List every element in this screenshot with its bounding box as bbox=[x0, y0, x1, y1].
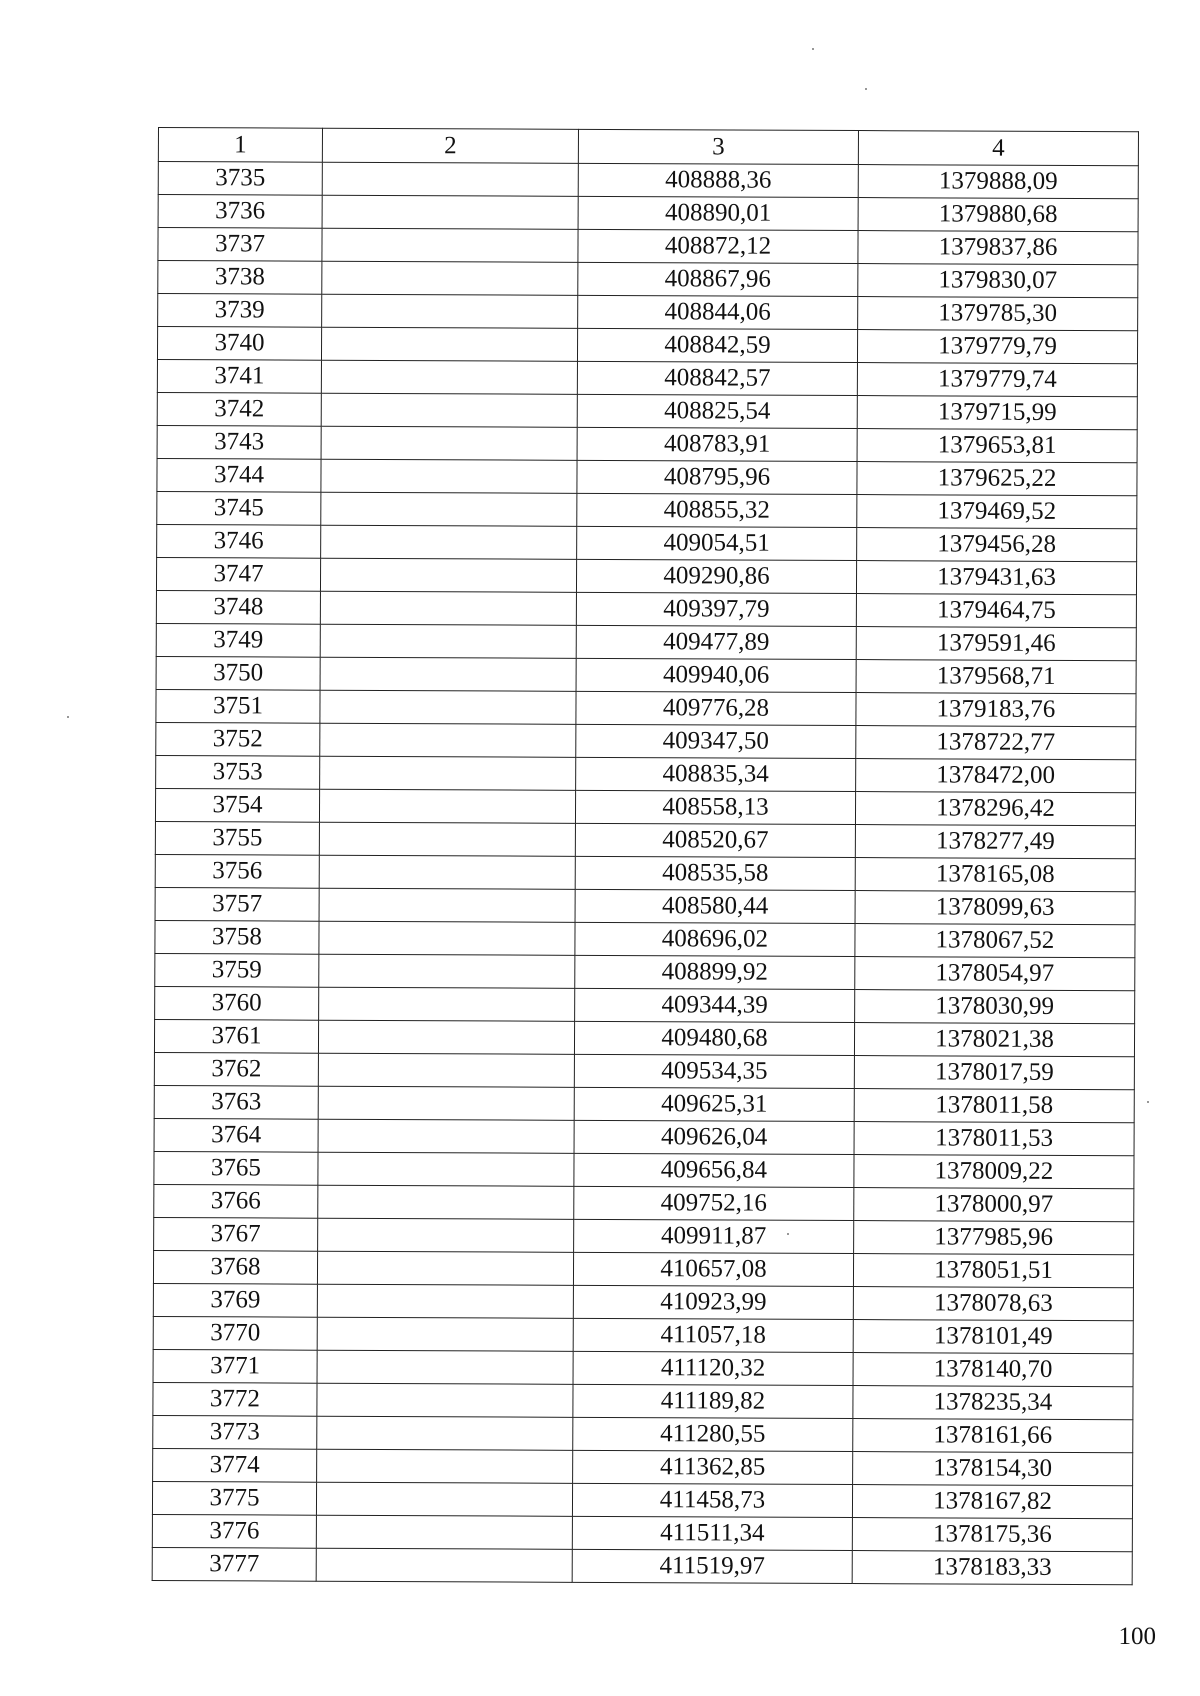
table-row bbox=[153, 1382, 1133, 1419]
table-row bbox=[155, 920, 1135, 957]
point-number-cell: 3774 bbox=[153, 1448, 317, 1482]
point-number-cell: 3766 bbox=[154, 1184, 318, 1218]
x-coordinate-cell: 411362,85 bbox=[573, 1450, 853, 1484]
y-coordinate-cell: 1379431,63 bbox=[856, 561, 1136, 595]
x-coordinate-cell: 409625,31 bbox=[574, 1087, 854, 1121]
column-header-4: 4 bbox=[858, 131, 1138, 166]
y-coordinate-cell: 1378175,36 bbox=[852, 1518, 1132, 1552]
y-coordinate-cell: 1377985,96 bbox=[854, 1221, 1134, 1255]
x-coordinate-cell: 409940,06 bbox=[576, 658, 856, 692]
x-coordinate-cell: 411511,34 bbox=[572, 1516, 852, 1550]
point-number-cell: 3739 bbox=[158, 294, 322, 328]
table-row bbox=[157, 425, 1137, 462]
table-row bbox=[158, 195, 1138, 232]
x-coordinate-cell: 408520,67 bbox=[575, 823, 855, 857]
table-row bbox=[158, 261, 1138, 298]
description-cell bbox=[319, 987, 575, 1021]
table-row bbox=[157, 458, 1137, 495]
description-cell bbox=[318, 1119, 574, 1153]
x-coordinate-cell: 409911,87 bbox=[574, 1219, 854, 1253]
table-row bbox=[153, 1448, 1133, 1485]
table-row bbox=[154, 1184, 1134, 1221]
table-row bbox=[157, 327, 1137, 364]
description-cell bbox=[317, 1449, 573, 1483]
table-row bbox=[157, 359, 1137, 396]
y-coordinate-cell: 1378183,33 bbox=[852, 1551, 1132, 1585]
table-row bbox=[152, 1514, 1132, 1551]
point-number-cell: 3758 bbox=[155, 920, 319, 954]
point-number-cell: 3748 bbox=[156, 590, 320, 624]
x-coordinate-cell: 409626,04 bbox=[574, 1120, 854, 1154]
x-coordinate-cell: 410657,08 bbox=[573, 1252, 853, 1286]
scan-speck bbox=[865, 88, 867, 90]
y-coordinate-cell: 1378277,49 bbox=[855, 825, 1135, 859]
x-coordinate-cell: 408580,44 bbox=[575, 889, 855, 923]
table-body bbox=[152, 162, 1138, 1585]
column-header-1: 1 bbox=[158, 128, 322, 163]
x-coordinate-cell: 408855,32 bbox=[577, 493, 857, 527]
y-coordinate-cell: 1379464,75 bbox=[856, 594, 1136, 628]
table-row bbox=[156, 656, 1136, 693]
point-number-cell: 3759 bbox=[155, 953, 319, 987]
x-coordinate-cell: 408899,92 bbox=[575, 955, 855, 989]
point-number-cell: 3753 bbox=[156, 755, 320, 789]
table-row bbox=[154, 1217, 1134, 1254]
y-coordinate-cell: 1378011,58 bbox=[854, 1089, 1134, 1123]
x-coordinate-cell: 409054,51 bbox=[577, 526, 857, 560]
point-number-cell: 3765 bbox=[154, 1151, 318, 1185]
description-cell bbox=[321, 525, 577, 559]
table-header-row bbox=[158, 128, 1138, 166]
table-row bbox=[156, 722, 1136, 759]
y-coordinate-cell: 1379888,09 bbox=[858, 165, 1138, 199]
x-coordinate-cell: 408872,12 bbox=[578, 229, 858, 263]
column-header-3: 3 bbox=[578, 129, 858, 164]
point-number-cell: 3775 bbox=[152, 1481, 316, 1515]
point-number-cell: 3751 bbox=[156, 689, 320, 723]
description-cell bbox=[319, 888, 575, 922]
description-cell bbox=[317, 1251, 573, 1285]
description-cell bbox=[316, 1515, 572, 1549]
description-cell bbox=[318, 1086, 574, 1120]
y-coordinate-cell: 1379779,79 bbox=[857, 330, 1137, 364]
table-row bbox=[152, 1547, 1132, 1584]
description-cell bbox=[318, 1218, 574, 1252]
scan-speck bbox=[67, 716, 69, 718]
description-cell bbox=[322, 294, 578, 328]
y-coordinate-cell: 1379785,30 bbox=[858, 297, 1138, 331]
point-number-cell: 3770 bbox=[153, 1316, 317, 1350]
point-number-cell: 3776 bbox=[152, 1514, 316, 1548]
point-number-cell: 3755 bbox=[155, 821, 319, 855]
point-number-cell: 3773 bbox=[153, 1415, 317, 1449]
table-row bbox=[155, 986, 1135, 1023]
table-row bbox=[156, 557, 1136, 594]
point-number-cell: 3777 bbox=[152, 1547, 316, 1581]
description-cell bbox=[319, 789, 575, 823]
point-number-cell: 3735 bbox=[158, 162, 322, 196]
x-coordinate-cell: 409752,16 bbox=[574, 1186, 854, 1220]
x-coordinate-cell: 409290,86 bbox=[576, 559, 856, 593]
x-coordinate-cell: 408558,13 bbox=[575, 790, 855, 824]
table-row bbox=[153, 1415, 1133, 1452]
table-row bbox=[158, 228, 1138, 265]
description-cell bbox=[317, 1317, 573, 1351]
y-coordinate-cell: 1379591,46 bbox=[856, 627, 1136, 661]
point-number-cell: 3746 bbox=[157, 524, 321, 558]
description-cell bbox=[319, 822, 575, 856]
table-row bbox=[153, 1250, 1133, 1287]
x-coordinate-cell: 411458,73 bbox=[572, 1483, 852, 1517]
y-coordinate-cell: 1378009,22 bbox=[854, 1155, 1134, 1189]
y-coordinate-cell: 1378000,97 bbox=[854, 1188, 1134, 1222]
point-number-cell: 3760 bbox=[155, 986, 319, 1020]
y-coordinate-cell: 1379880,68 bbox=[858, 198, 1138, 232]
y-coordinate-cell: 1379837,86 bbox=[858, 231, 1138, 265]
description-cell bbox=[318, 1185, 574, 1219]
scan-speck bbox=[787, 1233, 789, 1235]
point-number-cell: 3756 bbox=[155, 854, 319, 888]
description-cell bbox=[320, 558, 576, 592]
x-coordinate-cell: 408842,59 bbox=[577, 328, 857, 362]
scan-speck bbox=[1147, 1101, 1149, 1103]
point-number-cell: 3768 bbox=[153, 1250, 317, 1284]
point-number-cell: 3747 bbox=[156, 557, 320, 591]
point-number-cell: 3752 bbox=[156, 722, 320, 756]
y-coordinate-cell: 1378161,66 bbox=[853, 1419, 1133, 1453]
description-cell bbox=[317, 1284, 573, 1318]
y-coordinate-cell: 1378099,63 bbox=[855, 891, 1135, 925]
description-cell bbox=[318, 1152, 574, 1186]
table-row bbox=[155, 887, 1135, 924]
x-coordinate-cell: 410923,99 bbox=[573, 1285, 853, 1319]
y-coordinate-cell: 1378011,53 bbox=[854, 1122, 1134, 1156]
table-row bbox=[157, 524, 1137, 561]
table-row bbox=[156, 590, 1136, 627]
point-number-cell: 3761 bbox=[154, 1019, 318, 1053]
description-cell bbox=[321, 393, 577, 427]
x-coordinate-cell: 409477,89 bbox=[576, 625, 856, 659]
description-cell bbox=[321, 492, 577, 526]
description-cell bbox=[322, 228, 578, 262]
table-row bbox=[154, 1118, 1134, 1155]
point-number-cell: 3745 bbox=[157, 491, 321, 525]
description-cell bbox=[321, 459, 577, 493]
table-row bbox=[157, 392, 1137, 429]
y-coordinate-cell: 1379653,81 bbox=[857, 429, 1137, 463]
table-row bbox=[156, 689, 1136, 726]
table-row bbox=[158, 162, 1138, 199]
x-coordinate-cell: 409344,39 bbox=[575, 988, 855, 1022]
y-coordinate-cell: 1378021,38 bbox=[854, 1023, 1134, 1057]
table-row bbox=[155, 854, 1135, 891]
x-coordinate-cell: 409534,35 bbox=[574, 1054, 854, 1088]
x-coordinate-cell: 411280,55 bbox=[573, 1417, 853, 1451]
x-coordinate-cell: 409347,50 bbox=[576, 724, 856, 758]
description-cell bbox=[319, 855, 575, 889]
scan-speck bbox=[812, 48, 814, 50]
description-cell bbox=[317, 1350, 573, 1384]
description-cell bbox=[319, 954, 575, 988]
y-coordinate-cell: 1379830,07 bbox=[858, 264, 1138, 298]
point-number-cell: 3738 bbox=[158, 261, 322, 295]
point-number-cell: 3749 bbox=[156, 623, 320, 657]
y-coordinate-cell: 1378722,77 bbox=[856, 726, 1136, 760]
y-coordinate-cell: 1378472,00 bbox=[856, 759, 1136, 793]
table-row bbox=[153, 1316, 1133, 1353]
y-coordinate-cell: 1378030,99 bbox=[855, 990, 1135, 1024]
description-cell bbox=[322, 162, 578, 196]
y-coordinate-cell: 1378154,30 bbox=[853, 1452, 1133, 1486]
description-cell bbox=[316, 1548, 572, 1582]
y-coordinate-cell: 1378167,82 bbox=[852, 1485, 1132, 1519]
description-cell bbox=[320, 690, 576, 724]
y-coordinate-cell: 1379456,28 bbox=[857, 528, 1137, 562]
y-coordinate-cell: 1378078,63 bbox=[853, 1287, 1133, 1321]
y-coordinate-cell: 1378235,34 bbox=[853, 1386, 1133, 1420]
description-cell bbox=[320, 756, 576, 790]
x-coordinate-cell: 408825,54 bbox=[577, 394, 857, 428]
x-coordinate-cell: 408783,91 bbox=[577, 427, 857, 461]
point-number-cell: 3757 bbox=[155, 887, 319, 921]
y-coordinate-cell: 1379469,52 bbox=[857, 495, 1137, 529]
description-cell bbox=[320, 624, 576, 658]
description-cell bbox=[317, 1383, 573, 1417]
description-cell bbox=[318, 1053, 574, 1087]
y-coordinate-cell: 1378051,51 bbox=[853, 1254, 1133, 1288]
description-cell bbox=[320, 657, 576, 691]
description-cell bbox=[317, 1416, 573, 1450]
description-cell bbox=[320, 723, 576, 757]
x-coordinate-cell: 408844,06 bbox=[578, 295, 858, 329]
y-coordinate-cell: 1378140,70 bbox=[853, 1353, 1133, 1387]
x-coordinate-cell: 411519,97 bbox=[572, 1549, 852, 1583]
point-number-cell: 3762 bbox=[154, 1052, 318, 1086]
point-number-cell: 3771 bbox=[153, 1349, 317, 1383]
point-number-cell: 3744 bbox=[157, 458, 321, 492]
description-cell bbox=[322, 261, 578, 295]
x-coordinate-cell: 409656,84 bbox=[574, 1153, 854, 1187]
y-coordinate-cell: 1378017,59 bbox=[854, 1056, 1134, 1090]
point-number-cell: 3767 bbox=[154, 1217, 318, 1251]
x-coordinate-cell: 409397,79 bbox=[576, 592, 856, 626]
x-coordinate-cell: 408867,96 bbox=[578, 262, 858, 296]
point-number-cell: 3740 bbox=[157, 327, 321, 361]
x-coordinate-cell: 408696,02 bbox=[575, 922, 855, 956]
y-coordinate-cell: 1378101,49 bbox=[853, 1320, 1133, 1354]
x-coordinate-cell: 411057,18 bbox=[573, 1318, 853, 1352]
description-cell bbox=[316, 1482, 572, 1516]
table-row bbox=[154, 1085, 1134, 1122]
description-cell bbox=[321, 360, 577, 394]
description-cell bbox=[320, 591, 576, 625]
description-cell bbox=[321, 327, 577, 361]
y-coordinate-cell: 1379183,76 bbox=[856, 693, 1136, 727]
point-number-cell: 3743 bbox=[157, 425, 321, 459]
y-coordinate-cell: 1379715,99 bbox=[857, 396, 1137, 430]
x-coordinate-cell: 411120,32 bbox=[573, 1351, 853, 1385]
y-coordinate-cell: 1379625,22 bbox=[857, 462, 1137, 496]
y-coordinate-cell: 1379568,71 bbox=[856, 660, 1136, 694]
table-row bbox=[154, 1052, 1134, 1089]
description-cell bbox=[318, 1020, 574, 1054]
table-row bbox=[158, 294, 1138, 331]
table-row bbox=[155, 953, 1135, 990]
point-number-cell: 3772 bbox=[153, 1382, 317, 1416]
table-row bbox=[154, 1019, 1134, 1056]
y-coordinate-cell: 1378165,08 bbox=[855, 858, 1135, 892]
x-coordinate-cell: 408835,34 bbox=[576, 757, 856, 791]
description-cell bbox=[321, 426, 577, 460]
table-row bbox=[157, 491, 1137, 528]
table-row bbox=[155, 788, 1135, 825]
table-row bbox=[155, 821, 1135, 858]
x-coordinate-cell: 408795,96 bbox=[577, 460, 857, 494]
point-number-cell: 3763 bbox=[154, 1085, 318, 1119]
x-coordinate-cell: 408842,57 bbox=[577, 361, 857, 395]
point-number-cell: 3737 bbox=[158, 228, 322, 262]
x-coordinate-cell: 409480,68 bbox=[574, 1021, 854, 1055]
point-number-cell: 3769 bbox=[153, 1283, 317, 1317]
y-coordinate-cell: 1378054,97 bbox=[855, 957, 1135, 991]
point-number-cell: 3754 bbox=[155, 788, 319, 822]
x-coordinate-cell: 408890,01 bbox=[578, 196, 858, 230]
description-cell bbox=[322, 195, 578, 229]
table-row bbox=[156, 623, 1136, 660]
point-number-cell: 3750 bbox=[156, 656, 320, 690]
table-row bbox=[153, 1283, 1133, 1320]
table-row bbox=[153, 1349, 1133, 1386]
x-coordinate-cell: 411189,82 bbox=[573, 1384, 853, 1418]
description-cell bbox=[319, 921, 575, 955]
y-coordinate-cell: 1379779,74 bbox=[857, 363, 1137, 397]
y-coordinate-cell: 1378296,42 bbox=[855, 792, 1135, 826]
x-coordinate-cell: 409776,28 bbox=[576, 691, 856, 725]
y-coordinate-cell: 1378067,52 bbox=[855, 924, 1135, 958]
table-row bbox=[154, 1151, 1134, 1188]
x-coordinate-cell: 408888,36 bbox=[578, 163, 858, 197]
table-row bbox=[152, 1481, 1132, 1518]
point-number-cell: 3764 bbox=[154, 1118, 318, 1152]
table-row bbox=[156, 755, 1136, 792]
point-number-cell: 3736 bbox=[158, 195, 322, 229]
point-number-cell: 3741 bbox=[157, 359, 321, 393]
x-coordinate-cell: 408535,58 bbox=[575, 856, 855, 890]
column-header-2: 2 bbox=[322, 128, 578, 163]
coordinates-table bbox=[152, 127, 1139, 1585]
page-number: 100 bbox=[1118, 1623, 1156, 1650]
point-number-cell: 3742 bbox=[157, 392, 321, 426]
